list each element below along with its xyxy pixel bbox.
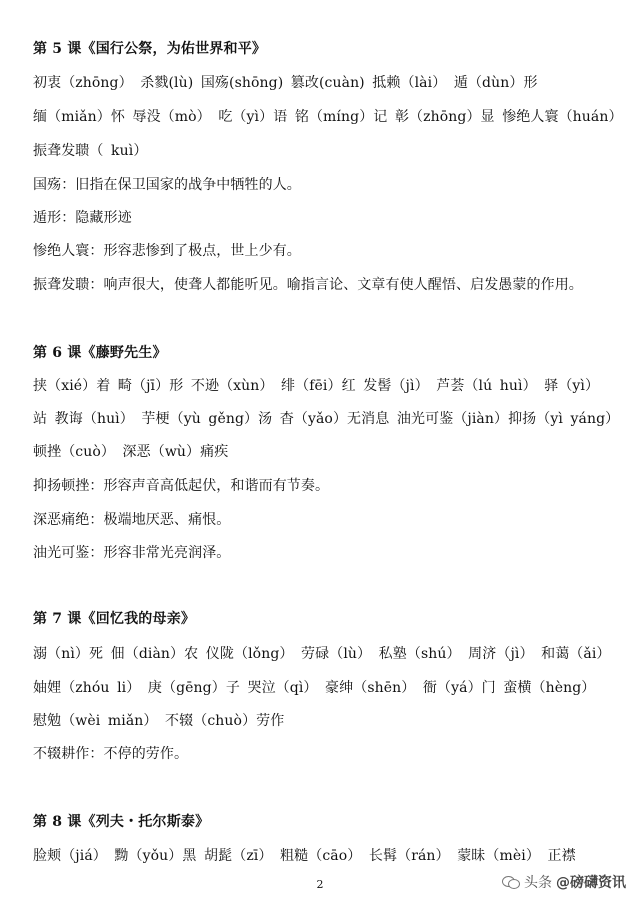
lesson-7-definition-1: 不辍耕作：不停的劳作。	[33, 746, 189, 762]
lesson-5-vocab-line-3: 振聋发聩（ kuì）	[33, 143, 148, 159]
lesson-5-title: 第 5 课《国行公祭，为佑世界和平》	[33, 41, 267, 57]
lesson-5-definition-2: 遁形：隐藏形迹	[33, 210, 132, 226]
lesson-6-definition-1: 抑扬顿挫：形容声音高低起伏，和谐而有节奏。	[33, 478, 330, 494]
lesson-6-definition-2: 深恶痛绝：极端地厌恶、痛恨。	[33, 512, 231, 528]
lesson-8-title: 第 8 课《列夫・托尔斯泰》	[33, 814, 210, 830]
watermark	[502, 872, 626, 892]
lesson-7-title: 第 7 课《回忆我的母亲》	[33, 611, 196, 627]
lesson-5-definition-3: 惨绝人寰：形容悲惨到了极点，世上少有。	[33, 243, 301, 259]
watermark-handle: @磅礴资讯	[556, 875, 626, 891]
lesson-6-definition-3: 油光可鉴：形容非常光亮润泽。	[33, 545, 231, 561]
lesson-7-vocab-line-2: 妯娌（zhóu li） 庚（gēng）子 哭泣（qì） 豪绅（shēn） 衙（yá）门 蛮横（hèng）	[33, 680, 596, 696]
lesson-5-vocab-line-1: 初衷（zhōng） 杀戮(lù) 国殇(shōng) 篡改(cuàn) 抵赖（lài） 遁（dùn）形	[33, 75, 538, 91]
lesson-6-title: 第 6 课《藤野先生》	[33, 345, 167, 361]
lesson-8-vocab-line-1: 脸颊（jiá） 黝（yǒu）黑 胡髭（zī） 粗糙（cāo） 长髯（rán） 蒙昧（mèi） 正襟	[33, 848, 576, 864]
lesson-5-definition-4: 振聋发聩：响声很大，使聋人都能听见。喻指言论、文章有使人醒悟、启发愚蒙的作用。	[33, 277, 583, 293]
lesson-5-vocab-line-2: 缅（miǎn）怀 辱没（mò） 吃（yì）语 铭（míng）记 彰（zhōng）显 惨绝人寰（huán）	[33, 109, 623, 125]
lesson-7-vocab-line-1: 溺（nì）死 佃（diàn）农 仪陇（lǒng） 劳碌（lù） 私塾（shú） 周济（jì） 和蔼（ǎi）	[33, 646, 611, 662]
page-number: 2	[316, 878, 324, 891]
watermark-prefix: 头条	[524, 875, 552, 891]
lesson-6-vocab-line-2: 站 教诲（huì） 芋梗（yù gěng）汤 杳（yǎo）无消息 油光可鉴（jiàn）抑扬（yì yáng）	[33, 411, 620, 427]
lesson-6-vocab-line-1: 挟（xié）着 畸（jī）形 不逊（xùn） 绯（fēi）红 发髻（jì） 芦荟（lú huì） 驿（yì）	[33, 378, 600, 394]
lesson-7-vocab-line-3: 慰勉（wèi miǎn） 不辍（chuò）劳作	[33, 713, 285, 729]
wechat-icon	[502, 875, 520, 889]
lesson-5-definition-1: 国殇：旧指在保卫国家的战争中牺牲的人。	[33, 177, 301, 193]
lesson-6-vocab-line-3: 顿挫（cuò） 深恶（wù）痛疾	[33, 444, 229, 460]
